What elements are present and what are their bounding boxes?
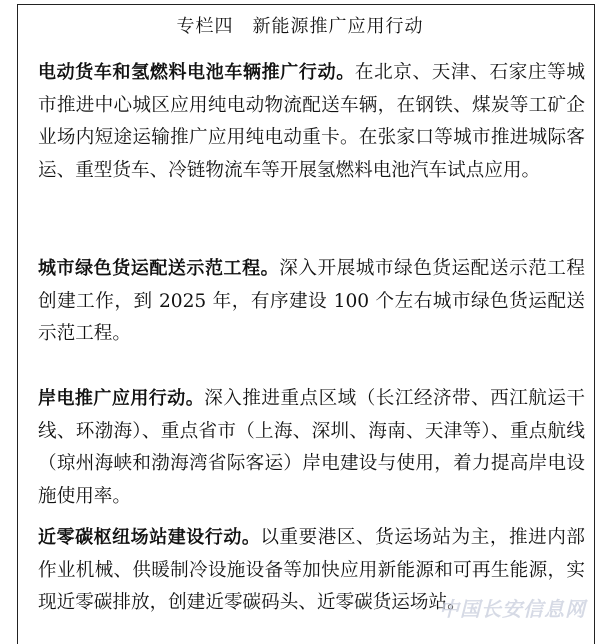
paragraph-body: 以重要港区、货运场站为主，推进内部作业机械、供暖制冷设施设备等加快应用新能源和可再生能源，实现近零碳排放，创建近零碳码头、近零碳货运场站。 [38,527,585,614]
paragraph-heading: 岸电推广应用行动。 [38,388,205,409]
paragraph-body: 深入开展城市绿色货运配送示范工程创建工作，到 2025 年，有序建设 100 个左右城市绿色货运配送示范工程。 [38,258,585,345]
paragraph-heading: 城市绿色货运配送示范工程。 [38,258,280,279]
paragraph-heading: 近零碳枢纽场站建设行动。 [38,527,261,548]
paragraph-body: 深入推进重点区域（长江经济带、西江航运干线、环渤海）、重点省市（上海、深圳、海南、天津等）、重点航线（琼州海峡和渤海湾省际客运）岸电建设与使用，着力提高岸电设施使用率。 [38,388,585,507]
paragraph-green-freight [38,253,585,351]
site-watermark: 中国长安信息网 [439,597,586,621]
paragraph-body: 在北京、天津、石家庄等城市推进中心城区应用纯电动物流配送车辆，在钢铁、煤炭等工矿企业场内短途运输推广应用纯电动重卡。在张家口等城市推进城际客运、重型货车、冷链物流车等开展氢燃料电池汽车试点应用。 [38,62,585,181]
paragraph-shore-power [38,383,585,513]
paragraph-electric-trucks [38,57,585,187]
column-title: 专栏四 新能源推广应用行动 [176,16,424,37]
paragraph-heading: 电动货车和氢燃料电池车辆推广行动。 [38,62,355,83]
